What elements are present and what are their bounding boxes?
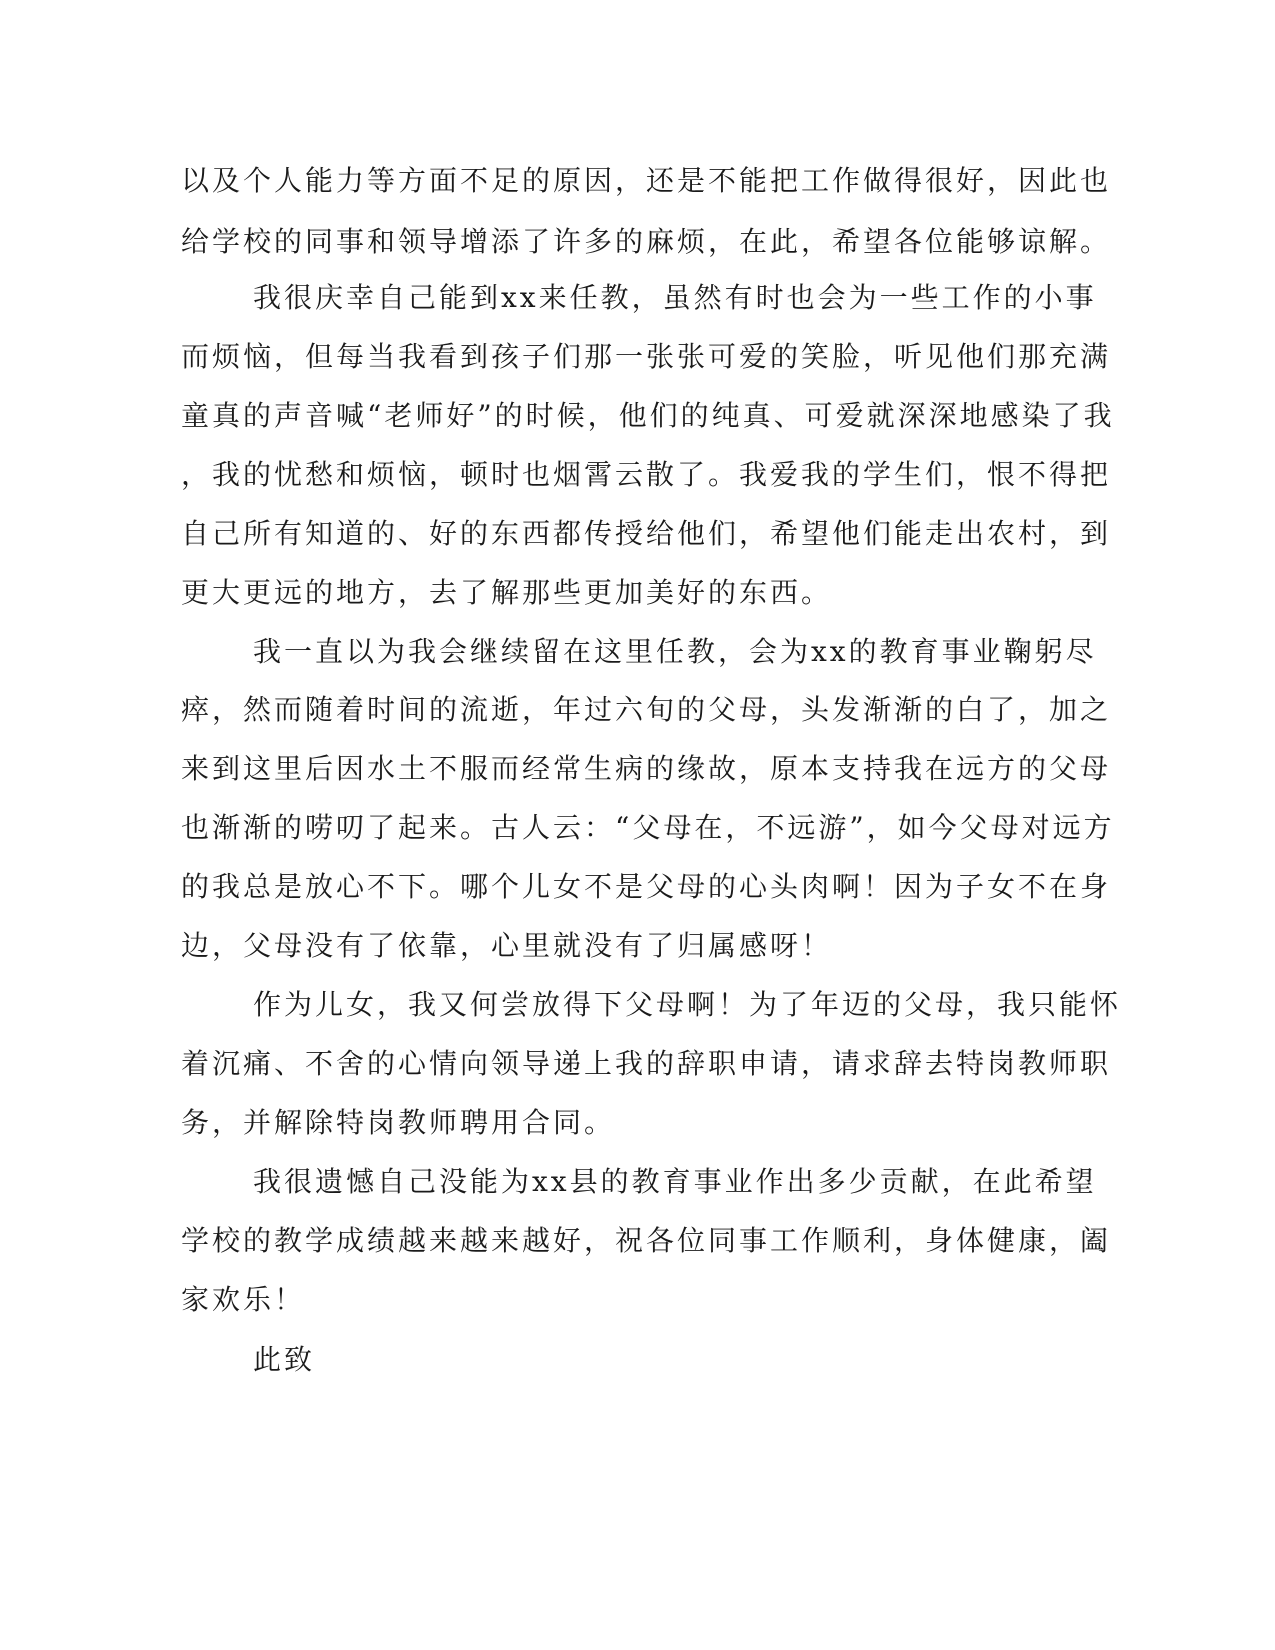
body-text-line: 给学校的同事和领导增添了许多的麻烦，在此，希望各位能够谅解。 xyxy=(181,225,1112,258)
body-text-line: 以及个人能力等方面不足的原因，还是不能把工作做得很好，因此也 xyxy=(181,164,1112,197)
body-text-line: 更大更远的地方，去了解那些更加美好的东西。 xyxy=(181,576,833,609)
body-text-line: 的我总是放心不下。哪个儿女不是父母的心头肉啊！因为子女不在身 xyxy=(181,870,1112,903)
body-text-line: 边，父母没有了依靠，心里就没有了归属感呀！ xyxy=(181,929,833,962)
closing-salutation: 此致 xyxy=(253,1343,316,1376)
body-text-line: 来到这里后因水土不服而经常生病的缘故，原本支持我在远方的父母 xyxy=(181,752,1112,785)
body-text-line: 自己所有知道的、好的东西都传授给他们，希望他们能走出农村，到 xyxy=(181,517,1112,550)
body-text-line: ，我的忧愁和烦恼，顿时也烟霄云散了。我爱我的学生们，恨不得把 xyxy=(181,458,1112,491)
paragraph-start-line: 我很庆幸自己能到xx来任教，虽然有时也会为一些工作的小事 xyxy=(253,281,1097,314)
paragraph-start-line: 我很遗憾自己没能为xx县的教育事业作出多少贡献，在此希望 xyxy=(253,1165,1097,1198)
body-text-line: 而烦恼，但每当我看到孩子们那一张张可爱的笑脸，听见他们那充满 xyxy=(181,340,1112,373)
paragraph-start-line: 作为儿女，我又何尝放得下父母啊！为了年迈的父母，我只能怀 xyxy=(253,988,1122,1021)
body-text-line: 着沉痛、不舍的心情向领导递上我的辞职申请，请求辞去特岗教师职 xyxy=(181,1047,1112,1080)
body-text-line: 童真的声音喊“老师好”的时候，他们的纯真、可爱就深深地感染了我 xyxy=(181,399,1115,432)
body-text-line: 也渐渐的唠叨了起来。古人云：“父母在，不远游”，如今父母对远方 xyxy=(181,811,1115,844)
body-text-line: 家欢乐！ xyxy=(181,1283,306,1316)
body-text-line: 学校的教学成绩越来越来越好，祝各位同事工作顺利，身体健康，阖 xyxy=(181,1224,1112,1257)
body-text-line: 瘁，然而随着时间的流逝，年过六旬的父母，头发渐渐的白了，加之 xyxy=(181,693,1112,726)
body-text-line: 务，并解除特岗教师聘用合同。 xyxy=(181,1106,616,1139)
paragraph-start-line: 我一直以为我会继续留在这里任教，会为xx的教育事业鞠躬尽 xyxy=(253,635,1097,668)
